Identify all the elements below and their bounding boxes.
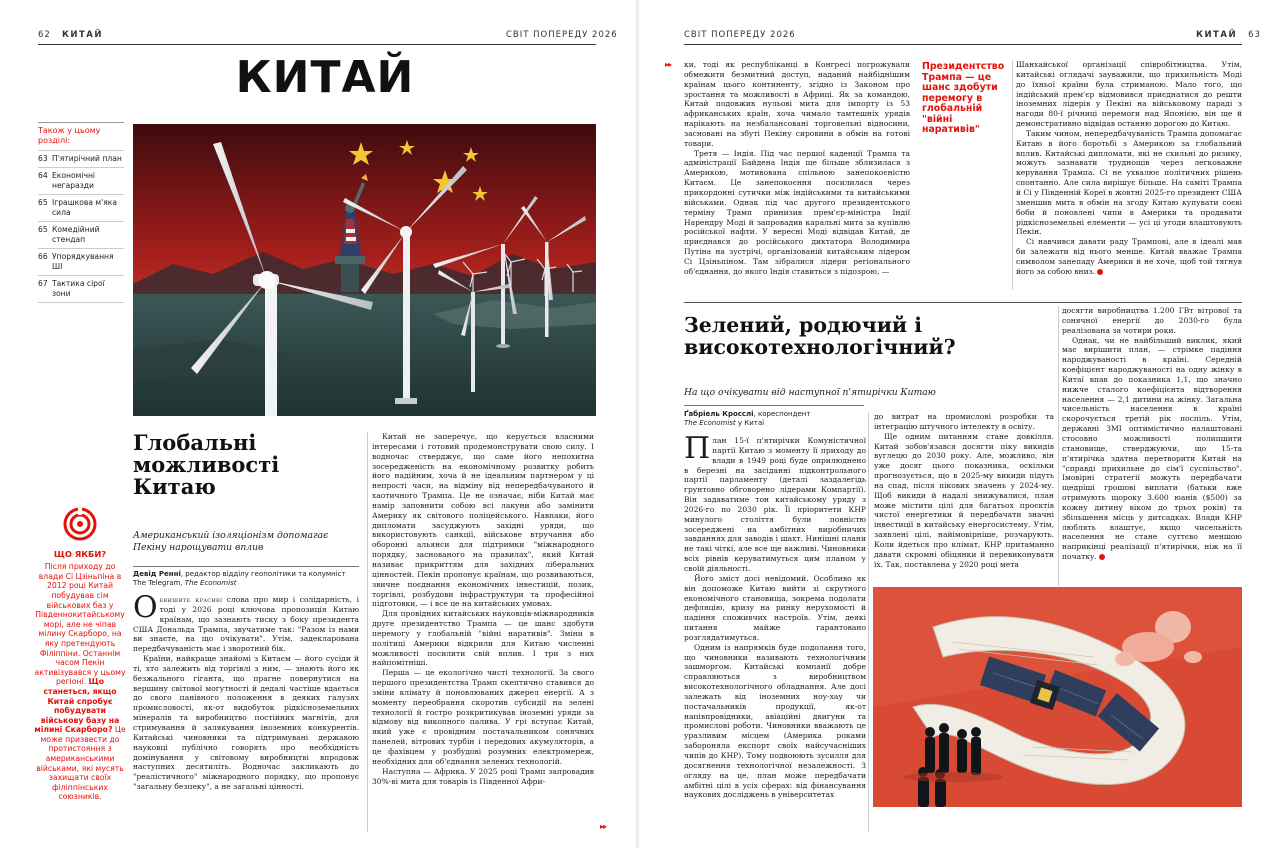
article2-byline: Ґабріель Кросслі, кореспондент The Economist у Китаї	[684, 410, 811, 427]
right-page-number: 63	[1248, 30, 1261, 40]
also-in-section-item[interactable]: 63 П'ятирічний план	[38, 150, 124, 167]
also-in-section-box	[38, 122, 124, 303]
right-header-rule	[684, 44, 1242, 45]
byline2-rule	[684, 405, 864, 406]
hero-illustration	[133, 124, 596, 416]
drop-cap-2: П	[684, 431, 711, 466]
article-byline: Девід Ренні, редактор відділу геополітики та колумніст The Telegram, The Economist	[133, 570, 346, 587]
article-title: Глобальні можливості Китаю	[133, 430, 280, 499]
solar-baby-illustration	[873, 587, 1242, 807]
left-page-number: 62	[38, 30, 51, 40]
left-header-rule	[38, 44, 596, 45]
right-section-label: КИТАЙ	[1196, 30, 1238, 40]
also-in-section-item[interactable]: 64 Економічні негаразди	[38, 167, 124, 194]
article-separator	[684, 302, 1242, 303]
what-if-question: Що станеться, якщо Китай спробує побудувати військову базу на мілині Скарборо?	[34, 677, 120, 735]
left-running-head	[38, 30, 103, 40]
drop-cap: О	[133, 590, 158, 625]
article2-column-1: План 15-ї п'ятирічки Комуністичної партії Китаю з моменту її приходу до влади в 1949 році буде оприлюднено в березні на засіданні підконтрольного партії парламенту (деталі заздалегідь грунтовно обговорено лідерами Компартії). Він задаватиме тон китайському уряду з 2026-го по 2030 рік. Її пріоритети КНР минулого століття були повністю зосереджені на амбітних виробничих завданнях для заводів і шахт. Нинішні плани не такі чіткі, але все ще важливі. Чиновники всіх рівнів керуватимуться цим планом у своїй діяльності. Його зміст досі невідомий. Особливо як він допоможе Китаю вийти зі скрутного економічного становища, зокрема подолати дефляцію, кризу на ринку нерухомості й падіння споживчих настроїв. Утім, деякі питання майже гарантовано розглядатимуться. Одним із напрямків буде подолання того, що чиновники називають технологічним зашморгом. Китайські компанії добре справляються з виробництвом високотехнологічного обладнання. Але досі залежать від іноземних ноу-хау чи постачальників продукції, як-от напівпровідники, авіаційні двигуни та промислові роботи. Чиновники вважають це уразливим місцем (Америка роками забороняла експорт своїх найсучасніших чипів до КНР). Тому подвоюють зусилля для досягнення технологічної незалежності. З огляду на це, план може передбачати амбітні цілі в усіх сферах: від фінансування наукових досліджень в університетах	[684, 431, 866, 800]
wind-turbines-statue-illustration	[133, 124, 596, 416]
spiral-target-icon	[63, 507, 97, 541]
article2-column-2: до витрат на промислові розробки та інтеграцію штучного інтелекту в освіту. Ще одним питанням стане довкілля. Китай зобов'язався досягти піку викидів вуглецю до 2030 року. Але, можливо, він уже досяг цього показника, оскільки прогнозується, що в 2025-му викиди підуть на спад, після пікових значень у 2024-му. Щоб викиди й надалі знижувалися, план може містити цілі для багатьох проєктів чистої енергетики й передбачати значні інвестиції в китайську енергосистему. Утім, заявлені цілі, найімовірніше, розчарують. Коли йдеться про клімат, КНР притаманно давати скромні обіцянки й перевиконувати їх. Так, поставлена у 2020 році мета	[874, 412, 1054, 569]
top-column-3: Шанхайської організації співробітництва. Утім, китайські оглядачі зауважили, що прихильність Моді до їхньої країни була стриманою. Мало того, що індійський прем'єр відмовився приєднатися до решти іноземних лідерів у Пекіні на військовому параді з нагоди 80-ї річниці перемоги над Японією, він ще й демонстративно відвідав останню дорогою до Китаю. Таким чином, непередбачуваність Трампа допомагає Китаю в його боротьбі з Америкою за глобальний вплив. Китайські дипломати, які не схильні до ризику, можуть зазнавати труднощів через легковажне керування Трампа. Сі не ухвалює політичних рішень спонтанно. Але сила вирішує більше. На саміті Трампа й Сі у Південній Кореї в жовтні 2025-го президент США зменшив мита в обмін на згоду Китаю купувати соєві боби й поновлені чипи в Америки та продавати рідкісноземельні елементи — усі ці угоди влаштовують Пекін. Сі навчився давати раду Трампові, але в ідеалі мав би залежати від нього менше. Китай вважає Трампа символом занепаду Америки й не хоче, щоб той тягнув його за собою вниз.	[1016, 60, 1242, 276]
also-in-section-item[interactable]: 65 Комедійний стендап	[38, 221, 124, 248]
byline-rule	[133, 566, 359, 567]
also-in-section-item[interactable]: 65 Іграшкова м'яка сила	[38, 194, 124, 221]
pull-quote: Президентство Трампа — це шанс здобути перемогу в глобальній "війні наративів"	[922, 61, 1005, 135]
article-column-1: Обвишите красиві слова про мир і солідарність, і тоді у 2026 році ключова пропозиція Китаю країнам, що зазнають тиску з боку президента США Дональда Трампа, звучатиме так: "Разом із нами ви знаєте, на що очікувати". Утім, задекларована передбачуваність має і зворотний бік. Країни, найкраще знайомі з Китаєм — його сусіди й ті, хто залежить від торгівлі з ним, — знають його як безжального гіганта, що прагне повернутися на вершину світової могутності й дедалі частіше вдається до свого панівного положення в деяких галузях промисловості, як-от видобуток рідкісноземельних мінералів та виробництво постійних магнітів, для стримування й залякування іноземних конкурентів. Китайські чиновники та підтримувані державою науковці публічно говорять про необхідність домінування у світовому виробництві впродовж наступних десятиліть. Водночас закликають до "реалістичного" міжнародного порядку, що пропонує "загальну безпеку", а не загальні цінності.	[133, 590, 359, 792]
article2-column-3: досягти виробництва 1.200 ГВт вітрової та сонячної енергії до 2030-го була реалізована за чотири роки. Однак, чи не найбільший виклик, який має вирішити план, — стрімке падіння народжуваності в країні. Середній коефіцієнт народжуваності на одну жінку в Китаї впав до показника 1,1, що значно нижче сталого коефіцієнта відтворення населення — 2,1 дитини на жінку. Загальна чисельність населення в країні скорочується третій рік поспіль. Утім, державні ЗМІ оптимістично налаштовані стосовно можливості полипшити становище, стверджуючи, що 15-та п'ятирічка здатна перетворити Китай на "справді прихильне до сім'ї суспільство". Імовірні стратегії можуть передбачати щедріші грошові виплати (батьки вже отримують щороку 3.600 юанів ($500) за кожну дитину віком до трьох років) та збільшення місць у дитсадках. Влади КНР люблять влаштує, якщо чисельність населення не стане суттєво меншою наприкінці реалізації п'ятирічки, ніж на її початку.	[1062, 306, 1242, 562]
continue-arrows: ▸▸	[600, 822, 607, 831]
what-if-heading: ЩО ЯКБИ?	[53, 548, 107, 559]
top-column-divider	[1012, 60, 1013, 290]
right-publication-name: СВІТ ПОПЕРЕДУ 2026	[684, 30, 796, 40]
top-column-1: ки, тоді як республіканці в Конгресі погрожували обмежити безмитний доступ, наданий найбіднішим країнам цього континенту, згідно із Законом про зростання та можливості в Африці. Як за командою, Китай подовжив нульові мита для імпорту із 53 африканських країн, хоча чимало тамтешніх урядів нарікають на незбалансовані торговельні відносини, засновані на збуті Пекіну сировини в обмін на готові товари. Третя — Індія. Під час першої каденції Трампа та адміністрації Байдена Індія ще більше зблизилася з Америкою, мотивована спільною занепокоєністю Китаєм. Це занепокоєння посилилася через прикордонні сутички між індійськими та китайськими військами. Однак під час другого президентського терміну Трамп принизив прем'єр-міністра Індії Нарендру Моді й запровадив каральні мита за купівлю російської нафти. У вересні Моді відвідав Китай, де приєднався до російського диктатора Володимира Путіна на зустрічі, організованій китайським лідером Сі Цзіньпіном. Там зібралися лідери регіонального об'єднання, до якого Індія ставиться з підозрою, —	[684, 60, 910, 276]
also-in-section-item[interactable]: 67 Тактика сірої зони	[38, 275, 124, 303]
what-if-text: Після приходу до влади Сі Цзіньпіна в 2012 році Китай побудував сім військових баз у Південнокитайському морі, але не чіпав мілину Скарборо, на яку претендують Філіппіни. Останнім часом Пекін активізувався у цьому регіоні. Що станеться, якщо Китай спробує побудувати військову базу на мілині Скарборо? Це може призвести до протистояння з американськими військами, які мусять захищати своїх філіппінських союзників.	[34, 562, 126, 802]
article2-divider-2	[1058, 306, 1059, 586]
end-of-article-marker	[1099, 554, 1105, 560]
article2-title: Зелений, родючий і високотехнологічний?	[684, 313, 956, 359]
left-section-label: КИТАЙ	[61, 30, 103, 40]
right-running-head	[1196, 30, 1261, 40]
end-of-article-marker	[1097, 269, 1103, 275]
article-standfirst: Американський ізоляціонізм допомагає Пекіну нарощувати вплив	[133, 530, 329, 553]
column-divider	[367, 432, 368, 832]
continued-arrows: ▸▸	[665, 60, 672, 69]
country-title: КИТАЙ	[235, 52, 415, 103]
also-in-section-item[interactable]: 66 Упорядкування ШІ	[38, 248, 124, 275]
article2-standfirst: На що очікувати від наступної п'ятирічки Китаю	[684, 387, 936, 398]
article-column-2: Китай не заперечує, що керується власними інтересами і готовий продемонструвати свою силу. І водночас стверджує, що саме його непохитна зосередженість на економічному розвитку робить його надійним, хоча й не ідеальним партнером у ці непрості часи, на відміну від непередбачуваного й хаотичного Трампа. Це не означає, ніби Китай має намір заповнити собою всі лакуни або замінити Америку як світового поліцейського. Навпаки, його дипломати засуджують західні уряди, що використовують санкції, військове втручання або оборонні альянси для підтримки "міжнародного порядку, заснованого на правилах", який Китай називає прикриттям для західних ліберальних цінностей. Пекін пропонує країнам, що розвиваються, звичне поєднання економічних інвестицій, позик, торгівлі, розбудови інфраструктури та професійної підготовки, — і все це на китайських умовах. Для провідних китайських науковців-міжнародників друге президентство Трампа — це шанс здобути перемогу у глобальній "війні наративів". Зміни в політиці Америки відкрили для Китаю численні можливості посилити свій вплив. І три з них найпомітніші. Перша — це екологічно чисті технології. За свого першого президентства Трамп скептично ставився до зміни клімату й поновлюваних джерел енергії. А з моменту переобрання скоротив субсидії на зелені технології й гостро розкритикував іноземні уряди за відмову від викопного палива. У грі вступає Китай, який уже є провідним постачальником сонячних панелей, вітрових турбін і передових акумуляторів, а це фахівцем у розбудові розумних електромереж, необхідних для об'єднання зелених технологій. Наступна — Африка. У 2025 році Трамп запровадив 30%-ві мита для товарів із Південної Афри-	[372, 432, 594, 786]
left-publication-name: СВІТ ПОПЕРЕДУ 2026	[506, 30, 618, 40]
article2-divider-1	[868, 412, 869, 832]
what-if-box	[32, 507, 128, 802]
also-in-section-label: Також у цьому розділі:	[38, 126, 101, 145]
